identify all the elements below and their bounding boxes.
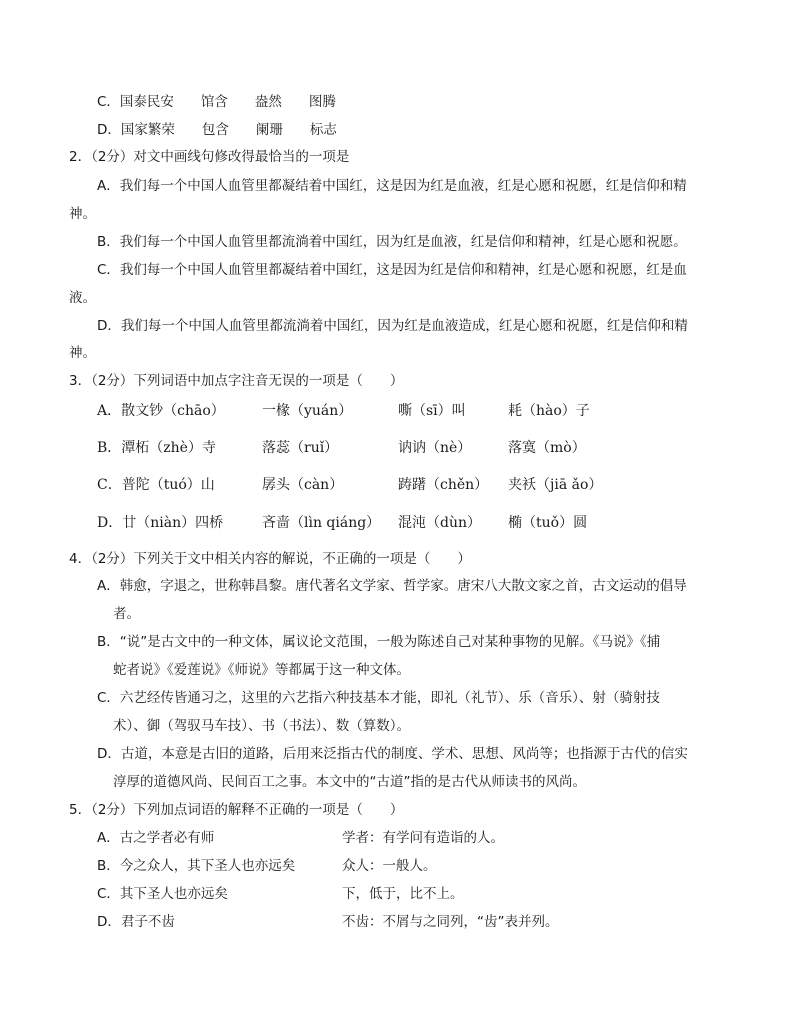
q4-option-d-cont: 淳厚的道德风尚、民间百工之事。本文中的“古道”指的是古代从师读书的风尚。 — [113, 774, 586, 790]
q5-stem: 5．（2分）下列加点词语的解释不正确的一项是（ ） — [69, 802, 404, 818]
q3-c-word-1: C．普陀（tuó）山 — [97, 477, 215, 493]
q2-option-a: A．我们每一个中国人血管里都凝结着中国红，这是因为红是血液，红是心愿和祝愿，红是信仰和精 — [97, 178, 687, 194]
q5-d-gloss: 不齿：不屑与之同列，“齿”表并列。 — [342, 914, 559, 930]
q5-option-d — [0, 913, 794, 931]
q3-stem: 3．（2分）下列词语中加点字注音无误的一项是（ ） — [69, 373, 404, 389]
q1-option-c: C．国泰民安 馆含 盎然 图腾 — [97, 94, 336, 110]
q2-option-c-cont: 液。 — [69, 290, 96, 306]
q5-b-phrase: B．今之众人，其下圣人也亦远矣 — [97, 858, 296, 874]
q4-stem: 4．（2分）下列关于文中相关内容的解说，不正确的一项是（ ） — [69, 551, 471, 567]
q3-a-word-2: 一椽（yuán） — [262, 403, 353, 419]
q4-option-b-cont: 蛇者说》《爱莲说》《师说》等都属于这一种文体。 — [113, 662, 410, 678]
q2-option-c: C．我们每一个中国人血管里都凝结着中国红，这是因为红是信仰和精神，红是心愿和祝愿，红是血 — [97, 262, 687, 278]
q3-b-word-1: B．潭柘（zhè）寺 — [97, 440, 216, 456]
q3-d-word-4: 椭（tuǒ）圆 — [508, 515, 588, 531]
q3-b-word-3: 讷讷（nè） — [398, 440, 472, 456]
q4-option-c-cont: 术）、御（驾驭马车技）、书（书法）、数（算数）。 — [113, 718, 410, 734]
q2-option-d-cont: 神。 — [69, 345, 96, 361]
q3-d-word-3: 混沌（dùn） — [398, 515, 481, 531]
q4-option-c: C．六艺经传皆通习之，这里的六艺指六种技基本才能，即礼（礼节）、乐（音乐）、射（骑射技 — [97, 690, 660, 706]
q3-a-word-1: A．散文钞（chāo） — [97, 403, 225, 419]
q2-option-d: D．我们每一个中国人血管里都流淌着中国红，因为红是血液造成，红是心愿和祝愿，红是信仰和精 — [97, 318, 688, 334]
q5-option-c — [0, 885, 794, 903]
q3-c-word-3: 踌躇（chěn） — [398, 477, 489, 493]
q4-option-d: D．古道，本意是古旧的道路，后用来泛指古代的制度、学术、思想、风尚等；也指源于古代的信实 — [97, 746, 688, 762]
q3-c-word-2: 孱头（càn） — [262, 477, 344, 493]
q5-d-phrase: D．君子不齿 — [97, 914, 175, 930]
q5-option-b — [0, 857, 794, 875]
q1-option-d: D．国家繁荣 包含 阑珊 标志 — [97, 122, 337, 138]
q3-d-word-1: D．廿（niàn）四桥 — [97, 515, 224, 531]
q5-c-gloss: 下，低于，比不上。 — [342, 886, 464, 902]
q2-stem: 2．（2分）对文中画线句修改得最恰当的一项是 — [69, 149, 350, 165]
q2-option-b: B．我们每一个中国人血管里都流淌着中国红，因为红是血液，红是信仰和精神，红是心愿和祝愿。 — [97, 234, 687, 250]
q3-b-word-2: 落蕊（ruǐ） — [262, 440, 339, 456]
q3-a-word-4: 耗（hào）子 — [508, 403, 590, 419]
q3-a-word-3: 嘶（sī）叫 — [398, 403, 466, 419]
q3-d-word-2: 吝啬（lìn qiáng） — [262, 515, 381, 531]
q5-c-phrase: C．其下圣人也亦远矣 — [97, 886, 228, 902]
q5-option-a — [0, 829, 794, 847]
q4-option-b: B．“说”是古文中的一种文体，属议论文范围，一般为陈述自己对某种事物的见解。《马说》《捕 — [97, 634, 661, 650]
q5-a-phrase: A．古之学者必有师 — [97, 830, 215, 846]
q4-option-a-cont: 者。 — [113, 606, 140, 622]
q4-option-a: A．韩愈，字退之，世称韩昌黎。唐代著名文学家、哲学家。唐宋八大散文家之首，古文运动的倡导 — [97, 578, 687, 594]
q5-b-gloss: 众人：一般人。 — [342, 858, 437, 874]
q3-b-word-4: 落寞（mò） — [508, 440, 586, 456]
q2-option-a-cont: 神。 — [69, 206, 96, 222]
q5-a-gloss: 学者：有学问有造诣的人。 — [342, 830, 504, 846]
q3-c-word-4: 夹袄（jiā ǎo） — [508, 477, 603, 493]
